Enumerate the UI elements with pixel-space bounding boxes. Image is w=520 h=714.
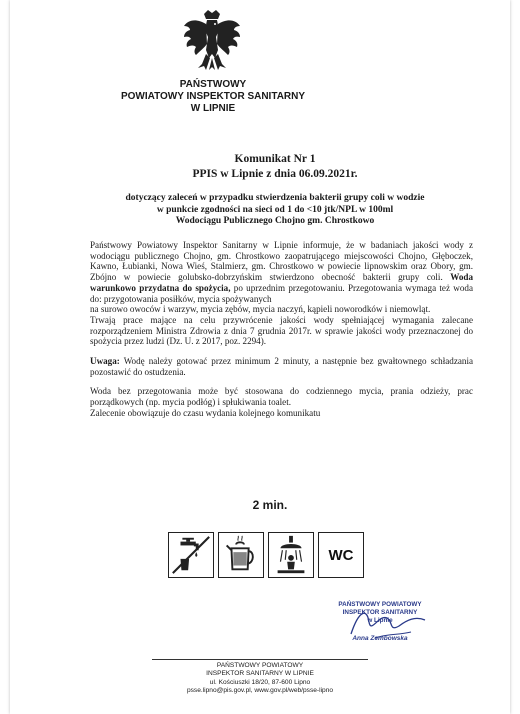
title-date: PPIS w Lipnie z dnia 06.09.2021r. (192, 168, 358, 180)
shower-icon (268, 532, 314, 578)
warning-text: Wodę należy gotować przez minimum 2 minuty, a następnie bez gwałtownego schładzania pozostawić do ostudzenia. (90, 356, 474, 377)
stamp-line: PAŃSTWOWY POWIATOWY (338, 601, 422, 608)
institution-header (70, 79, 356, 115)
footer-line: INSPEKTOR SANITARNY W LIPNIE (206, 670, 314, 678)
official-stamp (315, 601, 445, 643)
wc-icon (318, 532, 364, 578)
paragraph-works: Trwają prace mające na celu przywrócenie jakości wody spełniającej wymagania zalecane rozporządzeniem Ministra Zdrowia z dnia 7 grudnia 2017r. w sprawie jakości wody przeznaczonej do spożycia przez ludzi (Dz. U. z 2017, poz. 2294). (90, 314, 473, 347)
kettle-icon (218, 532, 264, 578)
no-tap-water-icon (168, 532, 214, 578)
document-body (90, 240, 473, 419)
paragraph-announcement (90, 240, 473, 304)
paragraph-warning (90, 356, 473, 377)
footer-line: PAŃSTWOWY POWIATOWY (216, 662, 304, 669)
institution-line: PAŃSTWOWY (179, 79, 247, 90)
footer-contact: psse.lipno@pis.gov.pl, www.gov.pl/web/psse-lipno (186, 687, 334, 695)
subject-line: dotyczący zaleceń w przypadku stwierdzenia bakterii grupy coli w wodzie (125, 193, 425, 203)
document-footer (90, 662, 430, 696)
footer-address: ul. Kościuszki 18/20, 87-600 Lipno (209, 678, 311, 686)
paragraph-usage: Woda bez przegotowania może być stosowana do codziennego mycia, prania odzieży, prac porządkowych (np. mycia podłóg) i spłukiwania toalet. (90, 386, 473, 408)
stamp-line: w Lipnie (367, 617, 393, 624)
warning-label: Uwaga: (90, 356, 120, 367)
paragraph-validity: Zalecenie obowiązuje do czasu wydania kolejnego komunikatu (90, 407, 321, 418)
stamp-line: INSPEKTOR SANITARNY (342, 609, 418, 616)
footer-divider (152, 659, 368, 660)
document-subject (80, 193, 470, 228)
polish-eagle-emblem-icon (182, 10, 242, 72)
subject-line: Wodociągu Publicznego Chojno gm. Chrostkowo (175, 216, 375, 226)
institution-line: POWIATOWY INSPEKTOR SANITARNY (120, 91, 306, 102)
boil-time-label: 2 min. (252, 498, 288, 512)
document-title (70, 152, 480, 182)
institution-line: W LIPNIE (190, 103, 236, 114)
subject-line: w punkcie zgodności na sieci od 1 do <10 jtk/NPL w 100ml (156, 204, 394, 215)
stamp-signatory-name: Anna Zembowska (352, 635, 408, 642)
paragraph-emphasis: Woda warunkowo przydatna do spożycia, (90, 272, 474, 293)
document-page (10, 0, 510, 714)
title-number: Komunikat Nr 1 (234, 153, 316, 165)
paragraph-text: po uprzednim przegotowaniu. Przegotowania wymaga też woda do: przygotowania posiłków, mycia spożywanych (90, 282, 473, 304)
paragraph-text: Państwowy Powiatowy Inspektor Sanitarny w Lipnie informuje, że w badaniach jakości wody z wodociągu publicznego Chojno, gm. Chrostkowo zaopatrującego miejscowości Chojno, Głęboczek, Kawno, Łubianki, Nowa Wieś, Stalmierz, gm. Chrostkowo w powiecie lipnowskim oraz Obory, gm. Zbójno w powiecie golubsko-dobrzyńskim stwierdzono obecność bakterii grupy coli. (90, 240, 473, 283)
paragraph-continuation: na surowo owoców i warzyw, mycia zębów, mycia naczyń, kąpieli noworodków i niemowląt. (90, 304, 431, 315)
wc-label: WC (328, 546, 354, 564)
